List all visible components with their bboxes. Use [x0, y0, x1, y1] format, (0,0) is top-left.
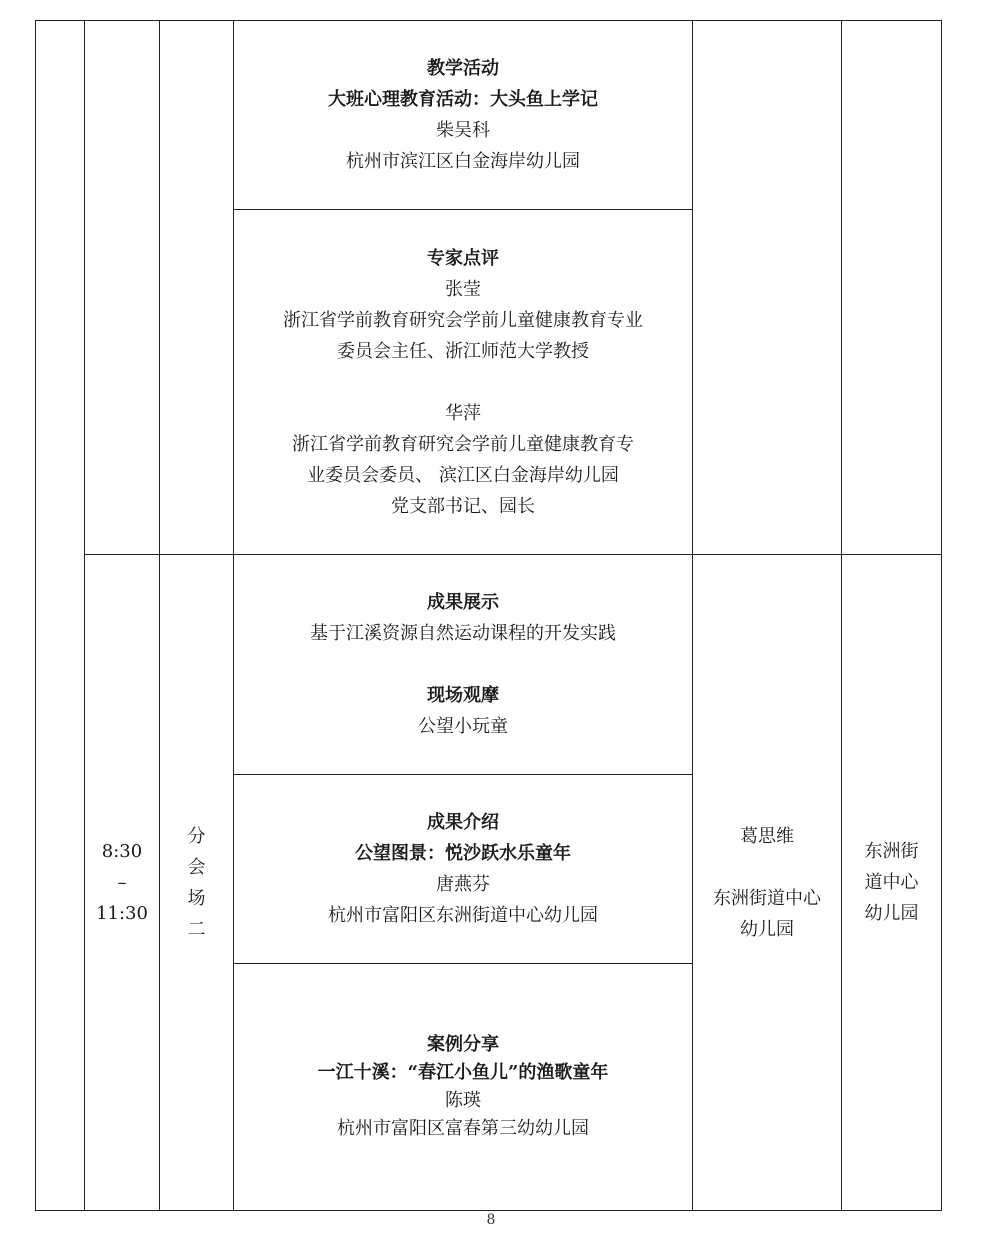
host-name: 葛思维 [740, 825, 794, 847]
block-heading: 教学活动 [427, 58, 499, 79]
teaching-activity-cell [234, 21, 693, 210]
page-number: 8 [486, 1212, 496, 1228]
expert-review-cell [234, 210, 693, 555]
host-org-line: 东洲街道中心 [713, 887, 821, 909]
host-cell [693, 555, 842, 1211]
teacher-name: 柴吴科 [436, 120, 490, 141]
venue-char: 会 [187, 856, 206, 878]
expert-name: 华萍 [445, 402, 481, 424]
presenter-name: 陈瑛 [445, 1090, 481, 1111]
block-heading: 成果展示 [427, 592, 499, 613]
block-heading: 案例分享 [427, 1034, 499, 1055]
block-heading: 成果介绍 [427, 812, 499, 833]
expert-title-line: 委员会主任、浙江师范大学教授 [337, 340, 589, 362]
expert-title-line: 业委员会委员、 滨江区白金海岸幼儿园 [307, 464, 619, 486]
schedule-table [35, 20, 942, 1211]
observation-text: 公望小玩童 [418, 716, 508, 737]
expert-name: 张莹 [445, 278, 481, 300]
location-cell [842, 21, 942, 555]
time-separator: – [117, 872, 127, 893]
school-name: 杭州市富阳区富春第三幼幼儿园 [337, 1118, 589, 1139]
date-cell [36, 21, 85, 1211]
expert-title-line: 浙江省学前教育研究会学前儿童健康教育专业 [283, 309, 643, 331]
time-end: 11:30 [96, 903, 148, 924]
showcase-text: 基于江溪资源自然运动课程的开发实践 [310, 623, 616, 644]
location-line: 幼儿园 [864, 903, 919, 924]
school-name: 杭州市富阳区东洲街道中心幼儿园 [328, 905, 598, 926]
table-row [36, 21, 942, 210]
venue-char: 场 [187, 887, 206, 909]
activity-title: 大班心理教育活动：大头鱼上学记 [328, 89, 598, 110]
showcase-cell [234, 555, 693, 775]
result-title: 公望图景：悦沙跃水乐童年 [355, 843, 571, 864]
expert-title-line: 党支部书记、园长 [391, 495, 535, 517]
result-intro-cell [234, 775, 693, 964]
time-start: 8:30 [101, 841, 143, 862]
venue-cell [160, 21, 234, 555]
block-heading: 现场观摩 [427, 685, 499, 706]
host-org-line: 幼儿园 [740, 918, 794, 940]
block-heading: 专家点评 [427, 247, 499, 269]
location-line: 东洲街 [864, 841, 919, 862]
table-row [36, 555, 942, 775]
venue-char: 二 [187, 918, 206, 940]
location-line: 道中心 [864, 872, 919, 893]
venue-char: 分 [187, 825, 206, 847]
presenter-name: 唐燕芬 [436, 874, 490, 895]
case-share-cell [234, 964, 693, 1211]
school-name: 杭州市滨江区白金海岸幼儿园 [346, 151, 580, 172]
host-cell [693, 21, 842, 555]
location-cell [842, 555, 942, 1211]
case-title: 一江十溪：“春江小鱼儿”的渔歌童年 [317, 1062, 609, 1083]
time-cell [85, 21, 160, 555]
time-cell [85, 555, 160, 1211]
expert-title-line: 浙江省学前教育研究会学前儿童健康教育专 [292, 433, 634, 455]
venue-cell [160, 555, 234, 1211]
